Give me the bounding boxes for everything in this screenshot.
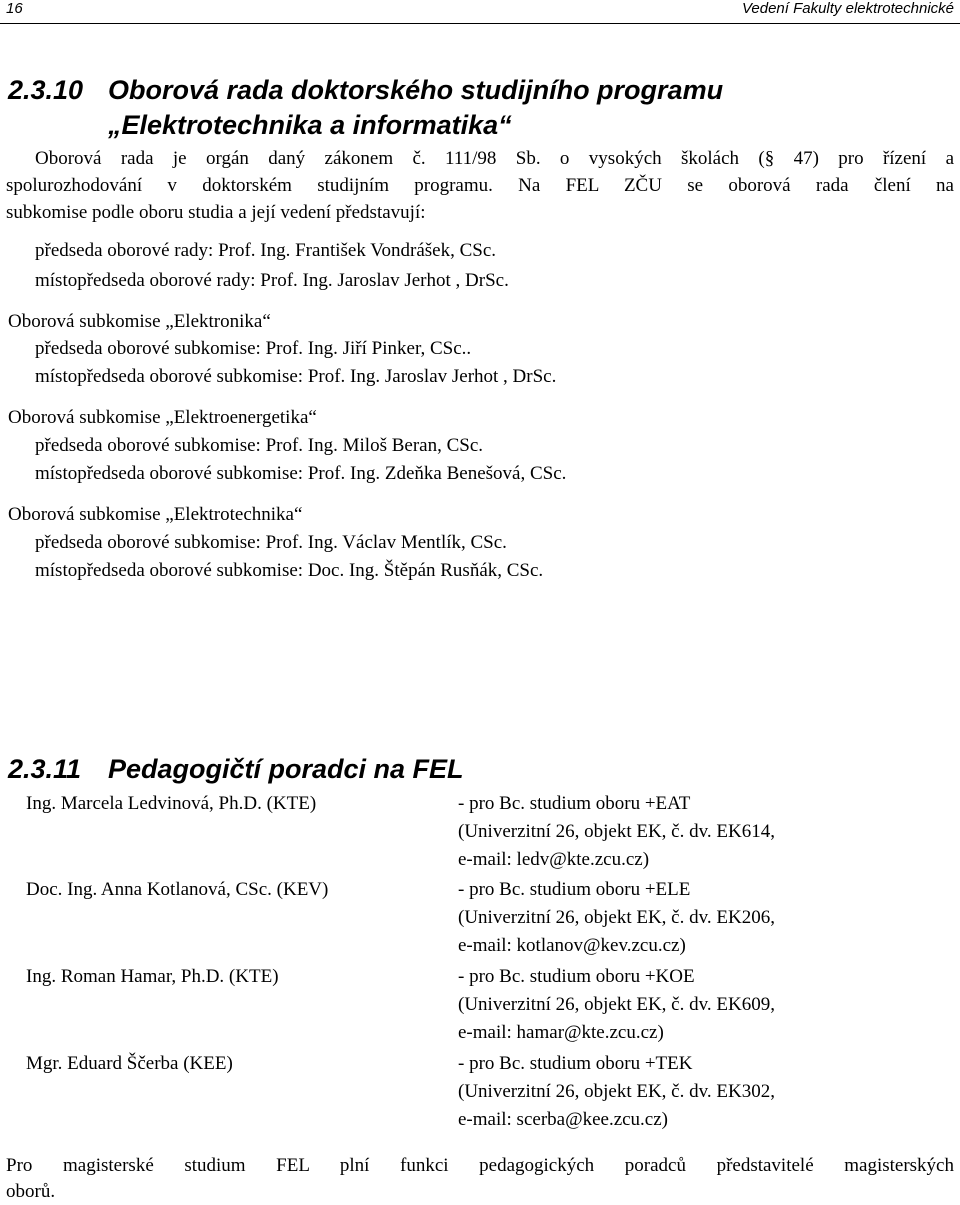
page-number: 16 [6,0,23,17]
intro-line-2-wrap [6,172,954,199]
header-rule [0,23,960,24]
advisor-email: e-mail: kotlanov@kev.zcu.cz) [458,935,686,956]
intro-line-2: spolurozhodování v doktorském studijním programu. Na FEL ZČU se oborová rada člení na [6,175,954,196]
advisor-office: (Univerzitní 26, objekt EK, č. dv. EK302, [458,1081,775,1102]
section-title-line-1: Oborová rada doktorského studijního programu [108,75,724,105]
advisor-office: (Univerzitní 26, objekt EK, č. dv. EK609, [458,994,775,1015]
advisor-name: Ing. Roman Hamar, Ph.D. (KTE) [26,966,279,987]
advisor-office: (Univerzitní 26, objekt EK, č. dv. EK206, [458,907,775,928]
advisor-study-program: - pro Bc. studium oboru +ELE [458,879,691,900]
subcommittee-chair: předseda oborové subkomise: Prof. Ing. Václav Mentlík, CSc. [35,532,507,553]
advisor-name: Ing. Marcela Ledvinová, Ph.D. (KTE) [26,793,317,814]
section-number-2-3-10: 2.3.10 [8,75,84,105]
section-title: Pedagogičtí poradci na FEL [108,754,464,784]
advisor-study-program: - pro Bc. studium oboru +TEK [458,1053,693,1074]
closing-line-2: oborů. [6,1181,56,1202]
board-chair: předseda oborové rady: Prof. Ing. František Vondrášek, CSc. [35,240,497,261]
section-number-2-3-11: 2.3.11 [8,754,82,784]
advisor-study-program: - pro Bc. studium oboru +EAT [458,793,691,814]
advisor-email: e-mail: hamar@kte.zcu.cz) [458,1022,664,1043]
board-vice-chair: místopředseda oborové rady: Prof. Ing. Jaroslav Jerhot , DrSc. [35,270,509,291]
intro-paragraph [35,145,954,172]
advisor-email: e-mail: scerba@kee.zcu.cz) [458,1109,669,1130]
advisor-office: (Univerzitní 26, objekt EK, č. dv. EK614, [458,821,775,842]
subcommittee-vice-chair: místopředseda oborové subkomise: Prof. Ing. Zdeňka Benešová, CSc. [35,463,567,484]
advisor-study-program: - pro Bc. studium oboru +KOE [458,966,695,987]
advisor-name: Doc. Ing. Anna Kotlanová, CSc. (KEV) [26,879,329,900]
intro-line-3: subkomise podle oboru studia a její vedení představují: [6,202,426,223]
subcommittee-chair: předseda oborové subkomise: Prof. Ing. Jiří Pinker, CSc.. [35,338,472,359]
closing-line-1-wrap [6,1152,954,1179]
subcommittee-vice-chair: místopředseda oborové subkomise: Doc. Ing. Štěpán Rusňák, CSc. [35,560,544,581]
subcommittee-name: Oborová subkomise „Elektroenergetika“ [8,407,317,428]
closing-line-1: Pro magisterské studium FEL plní funkci pedagogických poradců představitelé magisterských [6,1155,954,1176]
subcommittee-name: Oborová subkomise „Elektronika“ [8,311,271,332]
section-title-line-2: „Elektrotechnika a informatika“ [108,110,512,140]
intro-line-1: Oborová rada je orgán daný zákonem č. 111/98 Sb. o vysokých školách (§ 47) pro řízení a [35,148,954,169]
advisor-email: e-mail: ledv@kte.zcu.cz) [458,849,650,870]
running-title: Vedení Fakulty elektrotechnické [741,0,954,17]
subcommittee-chair: předseda oborové subkomise: Prof. Ing. Miloš Beran, CSc. [35,435,484,456]
subcommittee-vice-chair: místopředseda oborové subkomise: Prof. Ing. Jaroslav Jerhot , DrSc. [35,366,557,387]
advisor-name: Mgr. Eduard Ščerba (KEE) [26,1053,233,1074]
subcommittee-name: Oborová subkomise „Elektrotechnika“ [8,504,303,525]
